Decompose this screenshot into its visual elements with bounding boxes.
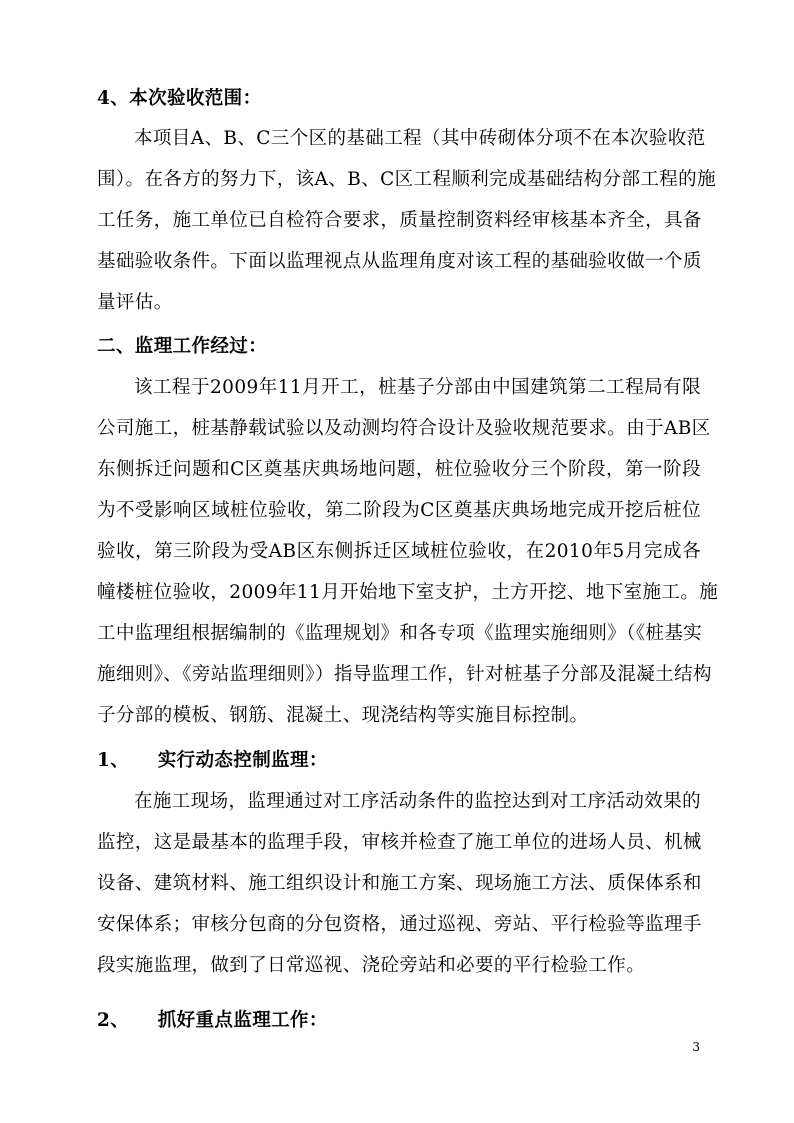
subsection-heading-key-supervision: 2、 抓好重点监理工作： <box>97 1010 328 1031</box>
paragraph-line: 量评估。 <box>97 292 173 313</box>
paragraph-line: 公司施工，桩基静载试验以及动测均符合设计及验收规范要求。由于AB区 <box>97 418 711 439</box>
paragraph-line: 施细则》、《旁站监理细则》）指导监理工作，针对桩基子分部及混凝土结构 <box>97 664 712 685</box>
paragraph-line: 为不受影响区域桩位验收，第二阶段为C区奠基庆典场地完成开挖后桩位 <box>97 500 701 521</box>
paragraph-line: 幢楼桩位验收，2009年11月开始地下室支护，土方开挖、地下室施工。施 <box>97 582 719 603</box>
paragraph-line: 工任务，施工单位已自检符合要求，质量控制资料经审核基本齐全，具备 <box>97 210 702 231</box>
section-heading-acceptance-scope: 4、本次验收范围： <box>97 88 262 109</box>
paragraph-line: 本项目A、B、C三个区的基础工程（其中砖砌体分项不在本次验收范 <box>134 128 706 149</box>
paragraph-line: 在施工现场，监理通过对工序活动条件的监控达到对工序活动效果的 <box>134 791 702 812</box>
paragraph-line: 安保体系；审核分包商的分包资格，通过巡视、旁站、平行检验等监理手 <box>97 914 702 935</box>
paragraph-line: 围）。在各方的努力下，该A、B、C区工程顺利完成基础结构分部工程的施 <box>97 169 716 190</box>
paragraph-line: 东侧拆迁问题和C区奠基庆典场地问题，桩位验收分三个阶段，第一阶段 <box>97 459 701 480</box>
paragraph-line: 基础验收条件。下面以监理视点从监理角度对该工程的基础验收做一个质 <box>97 251 702 272</box>
paragraph-line: 工中监理组根据编制的《监理规划》和各专项《监理实施细则》（《桩基实 <box>97 623 703 644</box>
paragraph-line: 段实施监理，做到了日常巡视、浇砼旁站和必要的平行检验工作。 <box>97 955 646 976</box>
paragraph-line: 该工程于2009年11月开工，桩基子分部由中国建筑第二工程局有限 <box>134 377 701 398</box>
paragraph-line: 监控，这是最基本的监理手段，审核并检查了施工单位的进场人员、机械 <box>97 832 702 853</box>
paragraph-line: 子分部的模板、钢筋、混凝土、现浇结构等实施目标控制。 <box>97 705 589 726</box>
paragraph-line: 验收，第三阶段为受AB区东侧拆迁区域桩位验收，在2010年5月完成各 <box>97 541 701 562</box>
subsection-heading-dynamic-control: 1、 实行动态控制监理： <box>97 750 328 771</box>
section-heading-supervision-process: 二、监理工作经过： <box>97 336 268 357</box>
paragraph-line: 设备、建筑材料、施工组织设计和施工方案、现场施工方法、质保体系和 <box>97 873 702 894</box>
page-number: 3 <box>692 1040 700 1054</box>
